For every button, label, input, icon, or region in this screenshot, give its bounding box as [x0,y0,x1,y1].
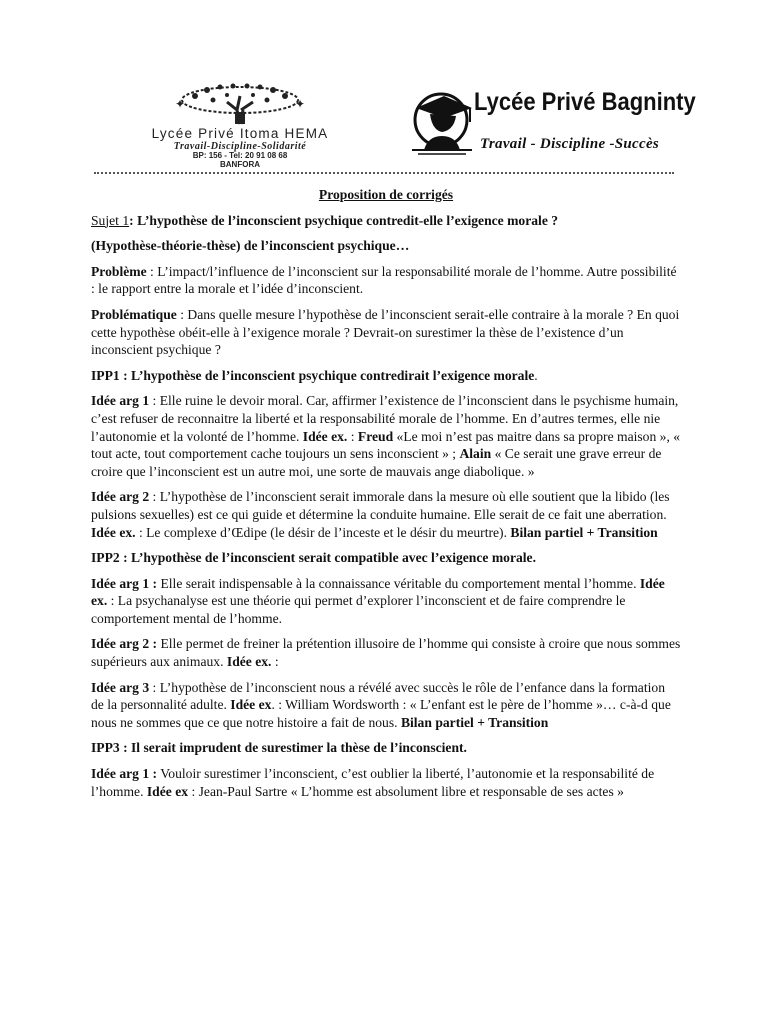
sujet-text: : L’hypothèse de l’inconscient psychique contredit-elle l’exigence morale ? [129,212,559,228]
header-divider [94,172,674,174]
ipp1-arg1-alain-quote: « Ce serait une grave erreur de croire que l’inconscient est un autre moi, une sorte de mauvais ange diabolique. » [91,446,662,479]
problematique-text: : Dans quelle mesure l’hypothèse de l’inconscient serait-elle contraire à la morale ? En quoi cette hypothèse obéit-elle à l’exigence morale ? Devrait-on surestimer la thèse de l’existence d’un inconscient psychique ? [91,306,680,358]
ipp2-arg2-ex-text: : [271,654,279,670]
left-logo-name: Lycée Privé Itoma HEMA [151,126,329,141]
ipp2-arg3-ex-text: . : William Wordsworth : « L’enfant est le père de l’homme »… c-à-d que nous ne sommes que ce que notre histoire a fait de nous. [91,697,671,730]
ipp2-arg1-ex-label: Idée ex. [91,575,665,609]
right-logo-motto: Travail - Discipline -Succès [480,136,660,152]
ipp3-arg1-text: Vouloir surestimer l’inconscient, c’est oublier la liberté, l’autonomie et la responsabilité de l’homme. [91,766,655,799]
sujet-paragraph [91,212,681,230]
svg-text:✦: ✦ [295,97,306,111]
document-body [91,186,681,808]
ipp2-arg1-paragraph [91,575,681,628]
ipp3-arg1-label: Idée arg 1 : [91,766,158,782]
ipp1-arg2-ex-text: : Le complexe d’Œdipe (le désir de l’inceste et le désir du meurtre). [135,524,511,540]
left-logo-motto: Travail-Discipline-Solidarité [173,141,307,152]
graduate-silhouette-icon [408,86,478,156]
document-header [90,82,696,172]
ipp1-bilan: Bilan partiel + Transition [510,524,658,540]
problematique-label: Problématique [91,306,177,322]
problematique-paragraph [91,306,681,359]
ipp1-arg1-paragraph [91,392,681,480]
ipp3-arg1-ex-label: Idée ex [146,783,189,799]
ipp1-arg1-label: Idée arg 1 [91,393,150,409]
ipp1-title: IPP1 : L’hypothèse de l’inconscient psychique contredirait l’exigence morale [91,367,535,383]
sujet-label: Sujet 1 [91,212,130,228]
ipp2-arg2-label: Idée arg 2 : [91,636,158,652]
ipp2-arg1-ex-text: : La psychanalyse est une théorie qui permet d’explorer l’inconscient et de faire comprendre le comportement mental de l’homme. [91,593,626,626]
ipp2-arg2-text: Elle permet de freiner la prétention illusoire de l’homme qui consiste à croire que nous sommes supérieurs aux animaux. [91,636,681,670]
ipp2-arg3-label: Idée arg 3 [91,679,150,695]
ipp3-title: IPP3 : Il serait imprudent de surestimer la thèse de l’inconscient. [91,740,467,756]
ipp2-title: IPP2 : L’hypothèse de l’inconscient serait compatible avec l’exigence morale. [91,550,536,566]
ipp1-arg1-freud-quote: «Le moi n’est pas maitre dans sa propre maison », « tout acte, tout comportement cache toujours un sens inconscient » ; [91,428,681,462]
ipp1-arg1-freud: Freud [357,428,394,444]
ipp1-arg1-alain: Alain [459,446,492,462]
svg-text:✦: ✦ [175,97,186,111]
ipp1-arg2-text: : L’hypothèse de l’inconscient serait immorale dans la mesure où elle soutient que la libido (les pulsions sexuelles) est ce qui guide et détermine la conduite humaine. Elle serait de ce fait une aberration. [91,489,670,522]
these-paragraph [91,237,681,255]
ipp2-arg2-ex-label: Idée ex. [226,654,272,670]
these-text: (Hypothèse-théorie-thèse) de l’inconscient psychique… [91,238,410,254]
ipp2-arg2-paragraph [91,635,681,670]
ipp1-arg2-ex-label: Idée ex. [91,524,136,540]
ipp1-arg2-paragraph [91,488,681,541]
ipp2-bilan: Bilan partiel + Transition [400,714,549,730]
ipp2-arg1-text: Elle serait indispensable à la connaissance véritable du comportement mental l’homme. [157,575,640,591]
lycee-bagninty-logo [408,82,698,172]
ipp1-heading [91,367,681,385]
left-logo-city: BANFORA [220,160,260,169]
ipp3-heading [91,739,681,757]
ipp1-title-end: . [534,367,538,383]
tree-icon [165,82,315,126]
probleme-text: : L’impact/l’influence de l’inconscient sur la responsabilité morale de l’homme. Autre possibilité : le rapport entre la morale et l’idée d’inconscient. [91,263,677,297]
ipp1-arg1-ex-sep: : [347,428,358,444]
probleme-paragraph [91,263,681,298]
ipp2-arg3-ex-label: Idée ex [230,697,272,713]
ipp3-arg1-ex-text: : Jean-Paul Sartre « L’homme est absolument libre et responsable de ses actes » [188,783,624,799]
probleme-label: Problème [91,263,147,279]
ipp2-heading [91,549,681,567]
ipp2-arg1-label: Idée arg 1 : [91,575,158,591]
ipp3-arg1-paragraph [91,765,681,800]
right-logo-name: Lycée Privé Bagninty [474,87,696,116]
left-logo-contact: BP: 156 - Tel: 20 91 08 68 [192,151,288,160]
page-title: Proposition de corrigés [318,187,454,202]
ipp2-arg3-text: : L’hypothèse de l’inconscient nous a révélé avec succès le rôle de l’enfance dans la formation de la personnalité adulte. [91,679,665,713]
lycee-itoma-hema-logo [90,82,390,172]
ipp1-arg1-ex-label: Idée ex. [302,428,348,444]
ipp1-arg2-label: Idée arg 2 [91,489,150,505]
ipp2-arg3-paragraph [91,679,681,732]
ipp1-arg1-text: : Elle ruine le devoir moral. Car, affirmer l’existence de l’inconscient dans le psychisme humain, c’est refuser de reconnaitre la liberté et la responsabilité morale de l’homme. En d’autres termes, elle nie l’autonomie et la volonté de l’homme. [91,393,679,444]
